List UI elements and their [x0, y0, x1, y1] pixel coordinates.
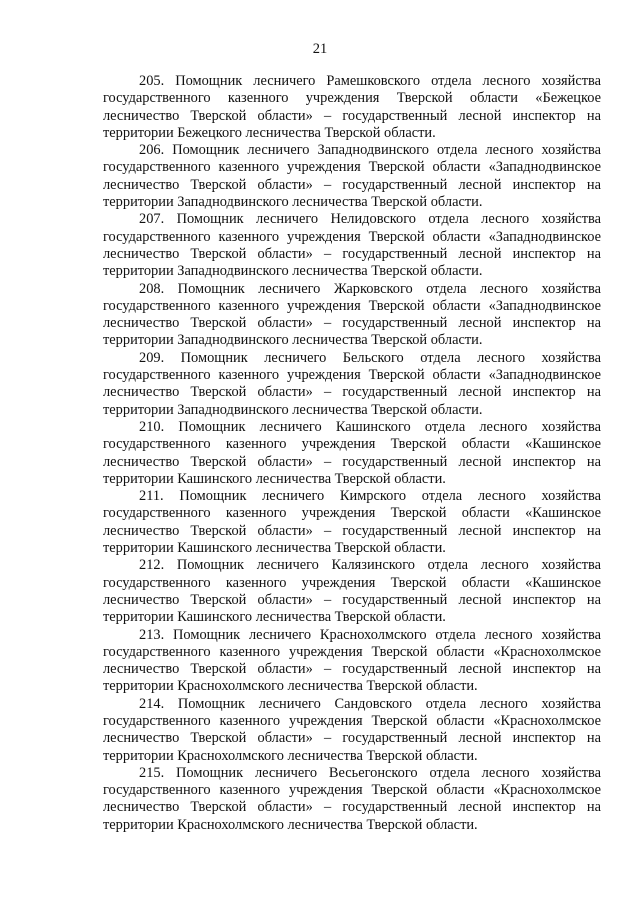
- document-body: [103, 73, 601, 834]
- paragraph-208: 208. Помощник лесничего Жарковского отдела лесного хозяйства государственного казенного учреждения Тверской области «Западнодвинское лесничество Тверской области» – государственный лесной инспектор на территории Западнодвинского лесничества Тверской области.: [103, 280, 601, 349]
- paragraph-205: 205. Помощник лесничего Рамешковского отдела лесного хозяйства государственного казенного учреждения Тверской области «Бежецкое лесничество Тверской области» – государственный лесной инспектор на территории Бежецкого лесничества Тверской области.: [103, 73, 601, 141]
- paragraph-215: 215. Помощник лесничего Весьегонского отдела лесного хозяйства государственного казенного учреждения Тверской области «Краснохолмское лесничество Тверской области» – государственный лесной инспектор на территории Краснохолмского лесничества Тверской области.: [103, 764, 601, 833]
- paragraph-207: 207. Помощник лесничего Нелидовского отдела лесного хозяйства государственного казенного учреждения Тверской области «Западнодвинское лесничество Тверской области» – государственный лесной инспектор на территории Западнодвинского лесничества Тверской области.: [103, 211, 601, 280]
- paragraph-206: 206. Помощник лесничего Западнодвинского отдела лесного хозяйства государственного казенного учреждения Тверской области «Западнодвинское лесничество Тверской области» – государственный лесной инспектор на территории Западнодвинского лесничества Тверской области.: [103, 142, 601, 211]
- page-number: 21: [312, 41, 328, 57]
- paragraph-211: 211. Помощник лесничего Кимрского отдела лесного хозяйства государственного казенного учреждения Тверской области «Кашинское лесничество Тверской области» – государственный лесной инспектор на территории Кашинского лесничества Тверской области.: [103, 488, 601, 557]
- paragraph-209: 209. Помощник лесничего Бельского отдела лесного хозяйства государственного казенного учреждения Тверской области «Западнодвинское лесничество Тверской области» – государственный лесной инспектор на территории Западнодвинского лесничества Тверской области.: [103, 349, 601, 418]
- paragraph-212: 212. Помощник лесничего Калязинского отдела лесного хозяйства государственного казенного учреждения Тверской области «Кашинское лесничество Тверской области» – государственный лесной инспектор на территории Кашинского лесничества Тверской области.: [103, 557, 601, 626]
- paragraph-213: 213. Помощник лесничего Краснохолмского отдела лесного хозяйства государственного казенного учреждения Тверской области «Краснохолмское лесничество Тверской области» – государственный лесной инспектор на территории Краснохолмского лесничества Тверской области.: [103, 626, 601, 695]
- paragraph-214: 214. Помощник лесничего Сандовского отдела лесного хозяйства государственного казенного учреждения Тверской области «Краснохолмское лесничество Тверской области» – государственный лесной инспектор на территории Краснохолмского лесничества Тверской области.: [103, 695, 601, 764]
- paragraph-210: 210. Помощник лесничего Кашинского отдела лесного хозяйства государственного казенного учреждения Тверской области «Кашинское лесничество Тверской области» – государственный лесной инспектор на территории Кашинского лесничества Тверской области.: [103, 418, 601, 487]
